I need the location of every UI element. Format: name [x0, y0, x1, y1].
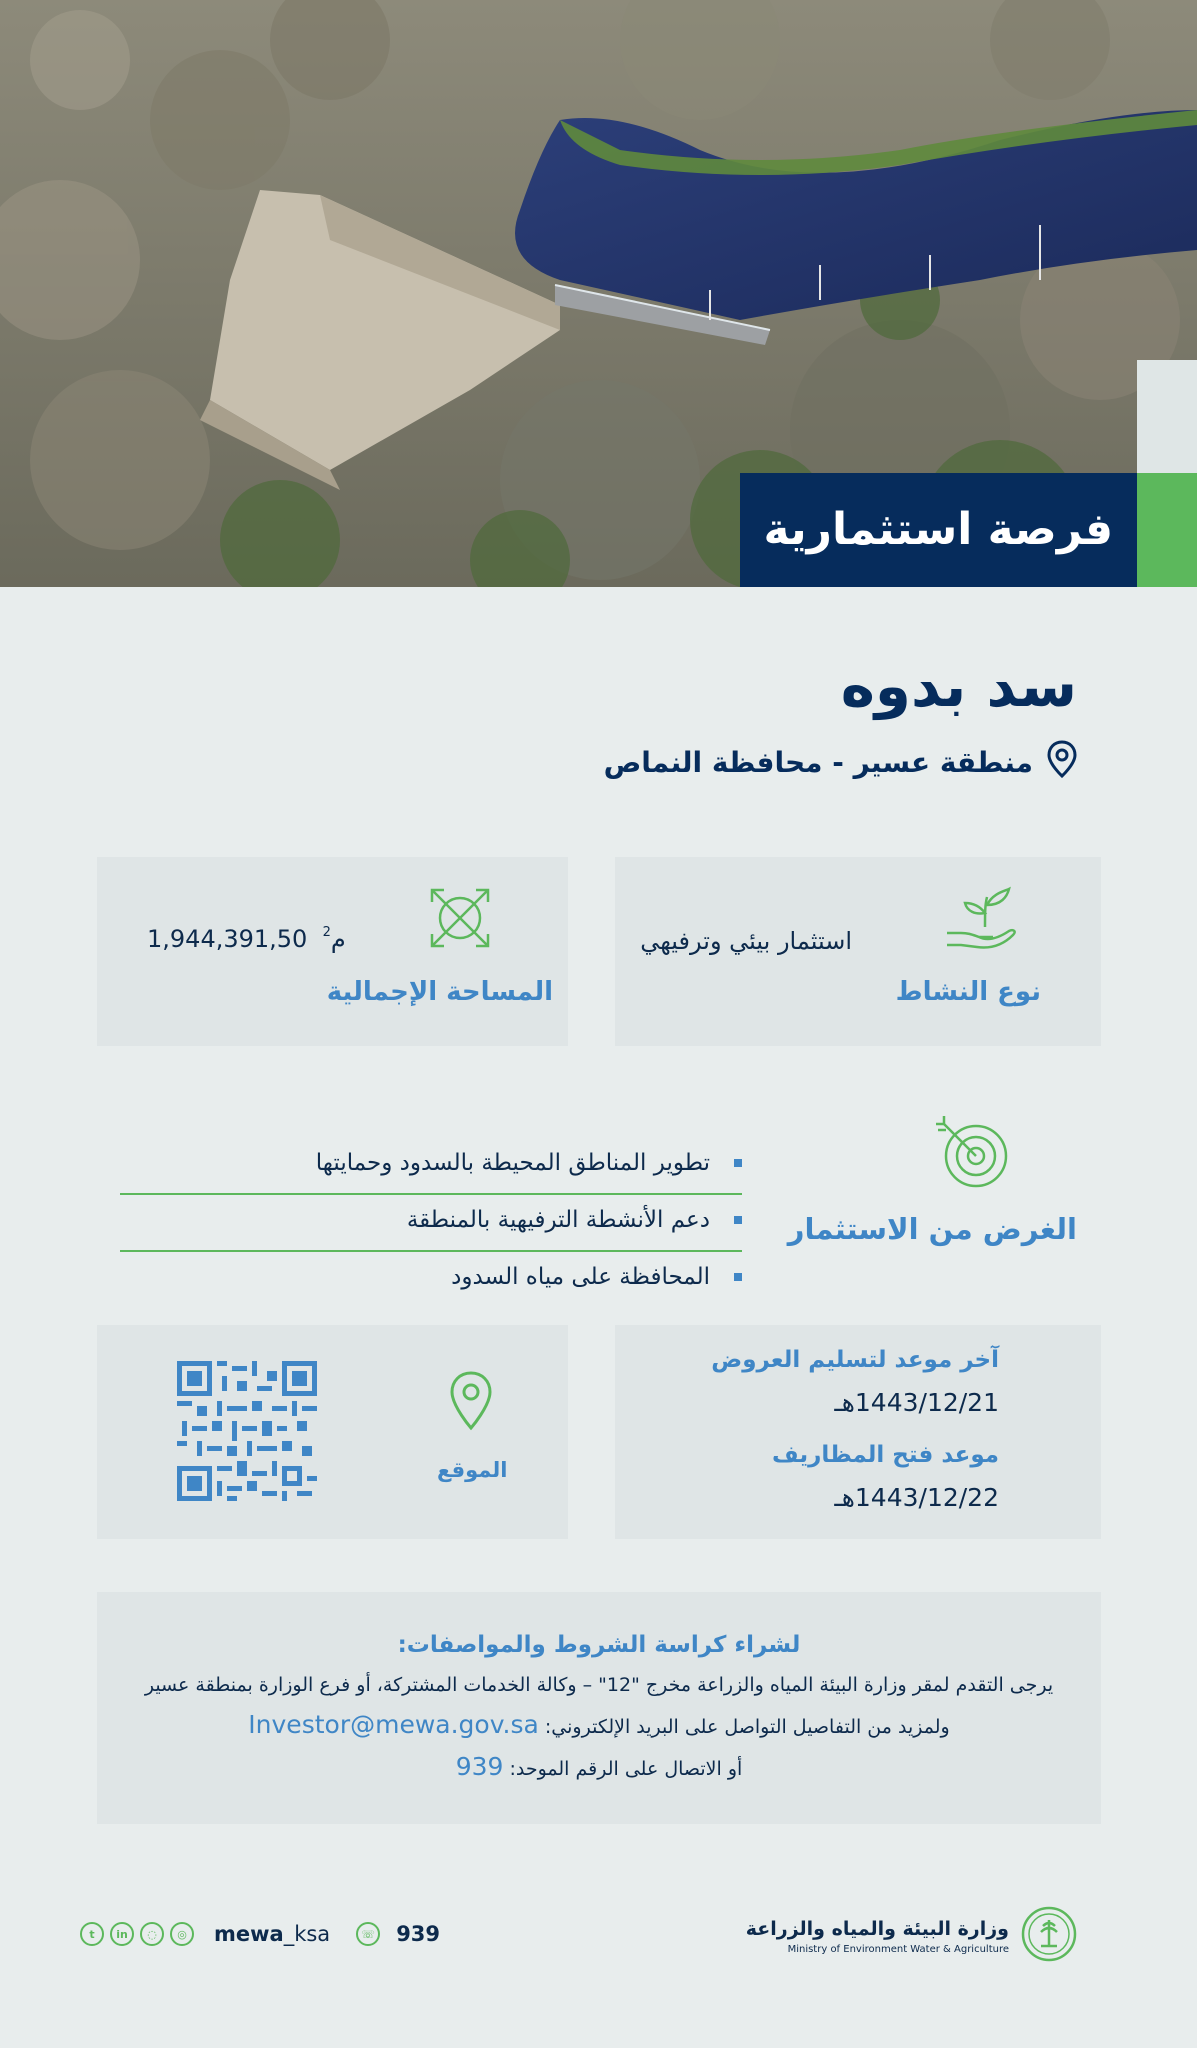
ministry-name	[746, 1918, 1009, 1955]
footer-contacts	[80, 1922, 440, 1946]
location-text: منطقة عسير - محافظة النماص	[603, 746, 1033, 779]
divider	[120, 1250, 742, 1252]
purpose-item-text: دعم الأنشطة الترفيهية بالمنطقة	[406, 1207, 710, 1233]
purchase-info-box	[97, 1592, 1101, 1824]
area-value: 1,944,391,50	[147, 925, 308, 953]
footer-phone[interactable]: 939	[396, 1922, 441, 1946]
purpose-label: الغرض من الاستثمار	[787, 1212, 1077, 1246]
purchase-line-1: يرجى التقدم لمقر وزارة البيئة المياه والزراعة مخرج "12" – وكالة الخدمات المشتركة، أو فرع الوزارة بمنطقة عسير	[144, 1674, 1054, 1696]
purpose-item-text: تطوير المناطق المحيطة بالسدود وحمايتها	[315, 1150, 710, 1176]
activity-label: نوع النشاط	[895, 977, 1041, 1007]
area-unit: م	[330, 925, 346, 953]
purchase-heading: لشراء كراسة الشروط والمواصفات:	[397, 1632, 801, 1658]
social-handle-bold: mewa	[214, 1922, 284, 1946]
submission-date: 1443/12/21هـ	[834, 1388, 999, 1417]
area-label: المساحة الإجمالية	[326, 977, 553, 1007]
purpose-item	[120, 1197, 742, 1243]
purpose-item-text: المحافظة على مياه السدود	[451, 1264, 710, 1290]
plant-hand-icon	[943, 883, 1023, 957]
map-pin-icon[interactable]	[449, 1370, 493, 1436]
purchase-line-2-text: ولمزيد من التفاصيل التواصل على البريد الإلكتروني:	[544, 1716, 950, 1738]
location-pin-icon	[1047, 740, 1077, 785]
social-icons	[80, 1922, 194, 1946]
purpose-item	[120, 1140, 742, 1186]
submission-label: آخر موعد لتسليم العروض	[711, 1347, 999, 1373]
purpose-item	[120, 1254, 742, 1300]
ministry-name-en: Ministry of Environment Water & Agriculture	[787, 1943, 1009, 1955]
divider	[120, 1193, 742, 1195]
bullet-icon	[734, 1159, 742, 1167]
project-location	[604, 740, 1077, 785]
snapchat-icon[interactable]: ◌	[140, 1922, 164, 1946]
activity-value: استثمار بيئي وترفيهي	[640, 927, 852, 955]
target-arrow-icon	[932, 1110, 1016, 1198]
email-link[interactable]: Investor@mewa.gov.sa	[248, 1710, 539, 1739]
linkedin-icon[interactable]: in	[110, 1922, 134, 1946]
phone-link[interactable]: 939	[455, 1752, 504, 1781]
social-handle[interactable]	[214, 1922, 330, 1946]
activity-card	[615, 857, 1101, 1046]
hero-accent-green	[1137, 473, 1197, 587]
ministry-emblem-icon	[1021, 1906, 1077, 1966]
ministry-logo	[746, 1906, 1077, 1966]
bullet-icon	[734, 1273, 742, 1281]
opening-label: موعد فتح المظاريف	[772, 1442, 999, 1468]
twitter-icon[interactable]: t	[80, 1922, 104, 1946]
hero-accent-light	[1137, 360, 1197, 473]
social-handle-rest: _ksa	[283, 1922, 331, 1946]
opportunity-badge-label: فرصة استثمارية	[763, 504, 1113, 555]
purchase-line-2	[97, 1710, 1101, 1739]
project-title: سد بدوه	[840, 652, 1077, 720]
opportunity-badge	[740, 473, 1137, 587]
area-value-group	[147, 925, 346, 953]
purchase-line-3	[97, 1752, 1101, 1781]
area-card	[97, 857, 568, 1046]
area-unit-exponent: 2	[322, 925, 331, 940]
instagram-icon[interactable]: ◎	[170, 1922, 194, 1946]
ministry-name-ar: وزارة البيئة والمياه والزراعة	[745, 1917, 1009, 1940]
location-card-label: الموقع	[437, 1458, 508, 1482]
qr-code[interactable]	[177, 1361, 317, 1505]
opening-date: 1443/12/22هـ	[834, 1483, 999, 1512]
phone-icon[interactable]: ☏	[356, 1922, 380, 1946]
location-card	[97, 1325, 568, 1539]
dates-card	[615, 1325, 1101, 1539]
expand-area-icon	[426, 884, 494, 956]
purpose-list	[120, 1140, 742, 1300]
bullet-icon	[734, 1216, 742, 1224]
purchase-line-3-text: أو الاتصال على الرقم الموحد:	[509, 1758, 743, 1780]
